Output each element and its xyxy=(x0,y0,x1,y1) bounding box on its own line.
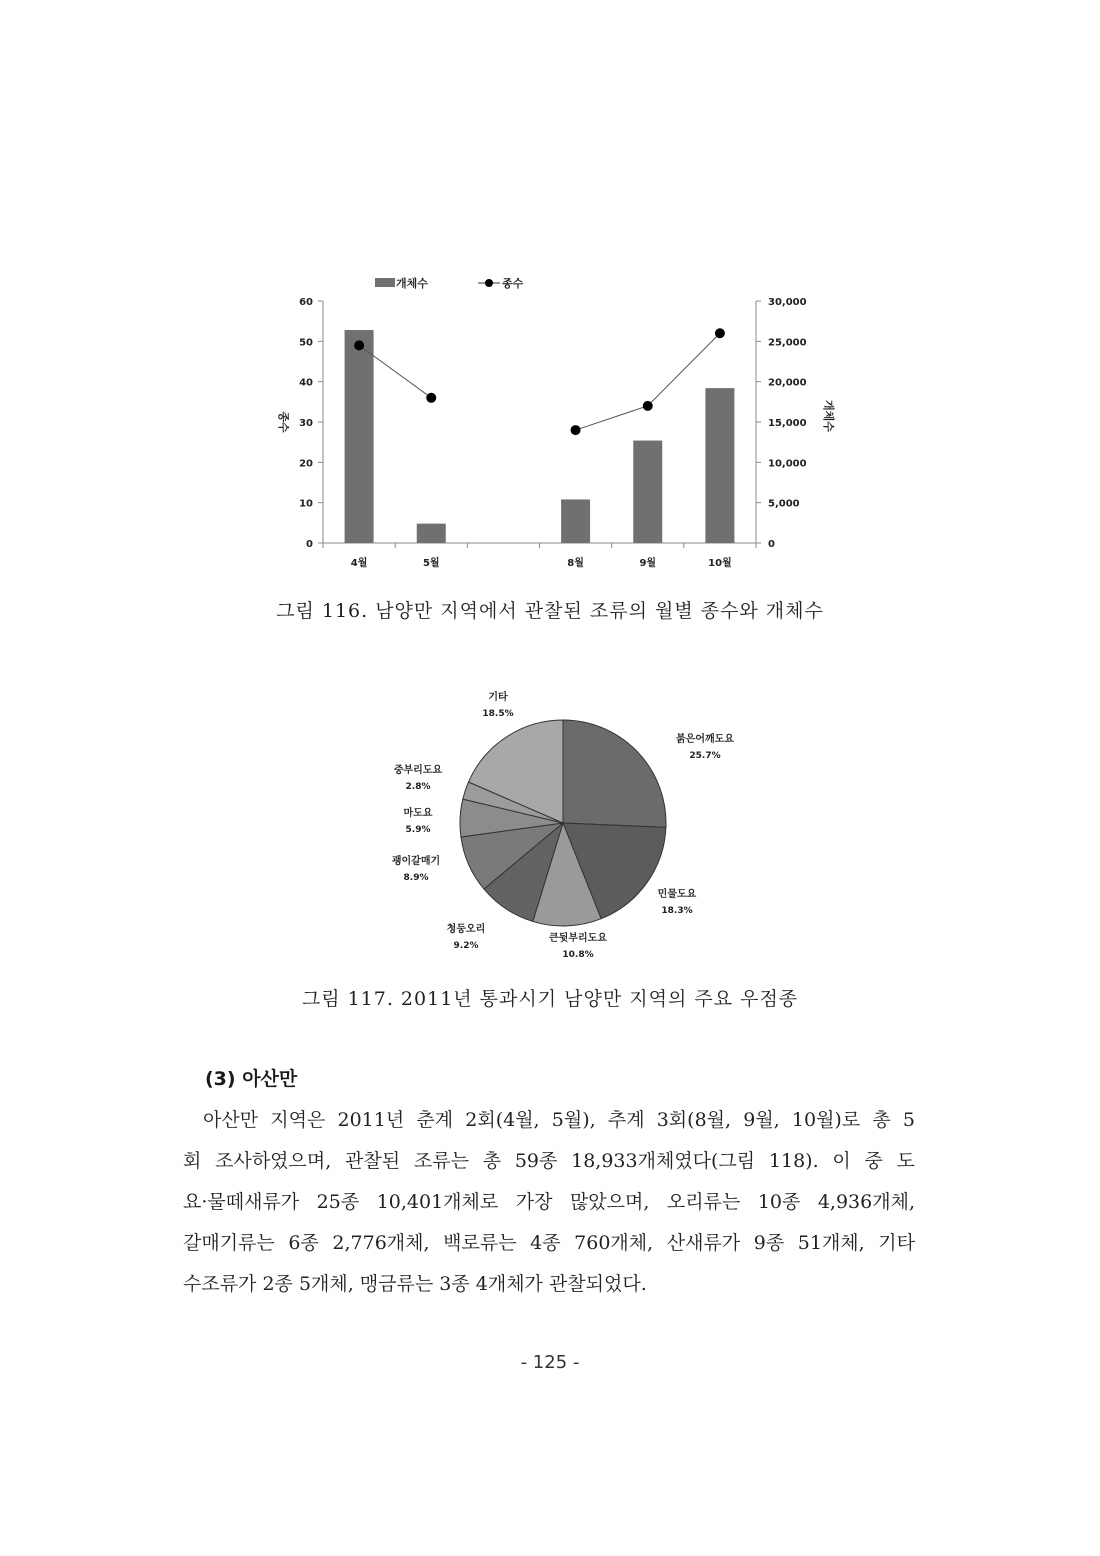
pie-slice-value: 25.7% xyxy=(689,751,721,761)
pie-slice-value: 18.5% xyxy=(482,709,514,719)
page-number: - 125 - xyxy=(520,1352,580,1373)
y-right-tick-label: 25,000 xyxy=(768,337,807,349)
y-left-axis-title: 종수 xyxy=(277,411,290,433)
x-tick-label: 5월 xyxy=(422,558,440,569)
y-left-tick-label: 10 xyxy=(299,498,313,510)
pie-slice-value: 8.9% xyxy=(403,873,429,883)
pie-slice-label: 기타 xyxy=(488,692,508,703)
legend-label-bars: 개체수 xyxy=(396,277,428,290)
pie-slice-value: 10.8% xyxy=(562,950,594,960)
y-left-tick-label: 60 xyxy=(299,297,313,308)
pie-slice-label: 청둥오리 xyxy=(446,924,486,935)
y-left-tick-label: 50 xyxy=(299,337,313,349)
paragraph-line: 아산만 지역은 2011년 춘계 2회(4월, 5월), 추계 3회(8월, 9월, 10월)로 총 5 xyxy=(203,1109,915,1131)
y-right-axis-title: 개체수 xyxy=(822,400,835,432)
x-tick-label: 10월 xyxy=(708,558,732,569)
pie-slice-label: 민물도요 xyxy=(657,889,697,900)
x-tick-label: 8월 xyxy=(567,558,584,569)
paragraph-line: 요·물떼새류가 25종 10,401개체로 가장 많았으며, 오리류는 10종 4,936개체, xyxy=(183,1191,915,1213)
legend-label-line: 종수 xyxy=(502,277,524,290)
section-heading: (3) 아산만 xyxy=(205,1068,298,1090)
pie-slice-value: 9.2% xyxy=(453,941,479,951)
pie-slice-label: 마도요 xyxy=(403,808,433,819)
pie-slice-label: 중부리도요 xyxy=(393,765,443,776)
pie-slice-value: 18.3% xyxy=(661,906,693,916)
x-tick-label: 4월 xyxy=(350,558,368,569)
x-tick-label: 9월 xyxy=(639,558,657,569)
pie-slice-label: 붉은어깨도요 xyxy=(676,734,734,745)
paragraph-line: 갈매기류는 6종 2,776개체, 백로류는 4종 760개체, 산새류가 9종 51개체, 기타 xyxy=(183,1232,915,1254)
pie-slice-value: 5.9% xyxy=(405,825,431,835)
y-left-tick-label: 30 xyxy=(299,418,313,429)
pie-slice-value: 2.8% xyxy=(405,782,431,792)
pie-slice xyxy=(563,720,666,827)
figure-117-caption: 그림 117. 2011년 통과시기 남양만 지역의 주요 우점종 xyxy=(301,988,799,1010)
paragraph-line: 수조류가 2종 5개체, 맹금류는 3종 4개체가 관찰되었다. xyxy=(183,1273,647,1295)
y-left-tick-label: 40 xyxy=(299,377,313,389)
y-left-tick-label: 0 xyxy=(306,539,313,550)
y-right-tick-label: 15,000 xyxy=(768,418,807,429)
y-right-tick-label: 30,000 xyxy=(768,297,807,308)
y-right-tick-label: 10,000 xyxy=(768,458,807,470)
y-left-tick-label: 20 xyxy=(299,458,313,470)
y-right-tick-label: 0 xyxy=(768,539,775,550)
figure-116-caption: 그림 116. 남양만 지역에서 관찰된 조류의 월별 종수와 개체수 xyxy=(276,600,824,622)
y-right-tick-label: 20,000 xyxy=(768,377,807,389)
pie-slice-label: 괭이갈매기 xyxy=(391,856,441,867)
pie-slice-label: 큰뒷부리도요 xyxy=(549,933,607,944)
y-right-tick-label: 5,000 xyxy=(768,498,800,510)
paragraph-line: 회 조사하였으며, 관찰된 조류는 총 59종 18,933개체였다(그림 118). 이 중 도 xyxy=(183,1150,915,1172)
section-paragraph xyxy=(183,1100,915,1305)
